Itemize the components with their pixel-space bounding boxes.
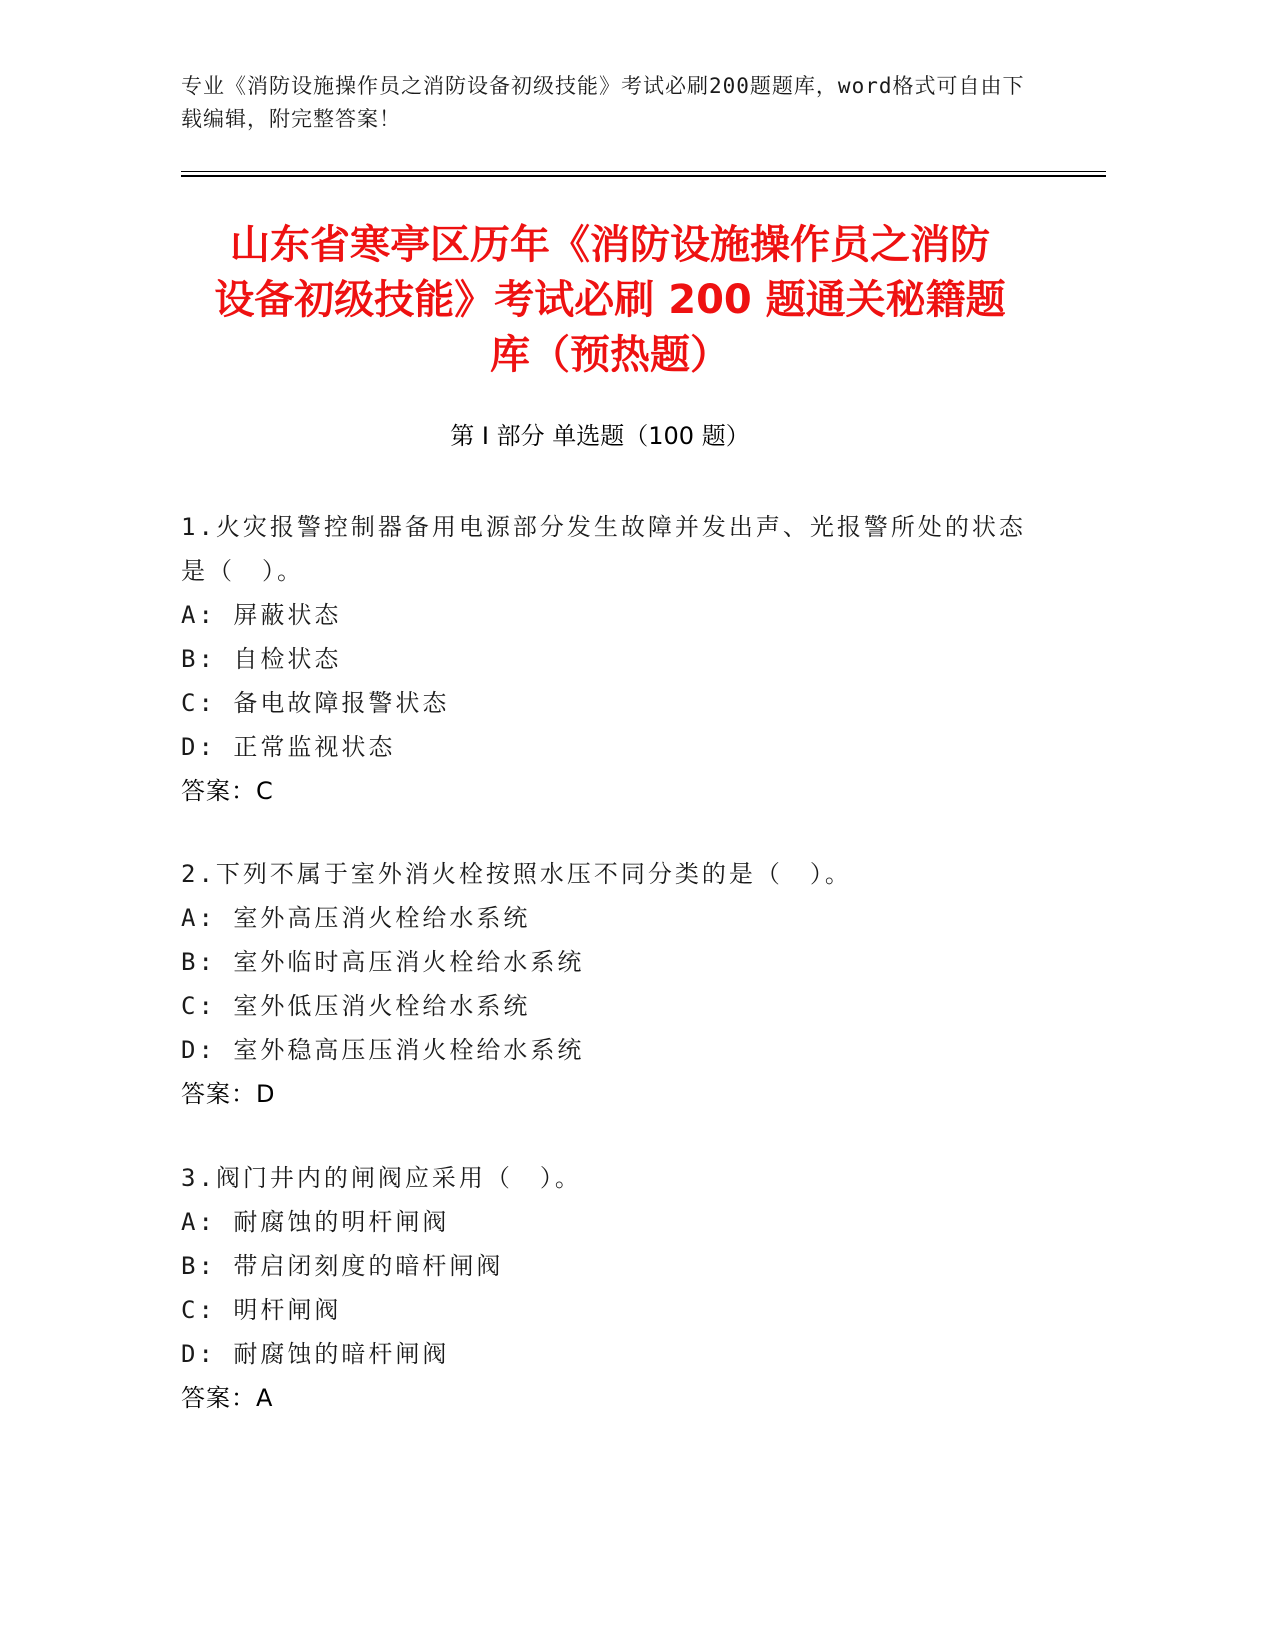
header-divider-thick [181, 175, 1106, 177]
option-c: C: 备电故障报警状态 [181, 689, 450, 717]
option-d: D: 室外稳高压压消火栓给水系统 [181, 1036, 585, 1064]
option-d: D: 耐腐蚀的暗杆闸阀 [181, 1340, 450, 1368]
option-b: B: 室外临时高压消火栓给水系统 [181, 948, 585, 976]
answer: 答案：A [181, 1384, 274, 1412]
option-a: A: 耐腐蚀的明杆闸阀 [181, 1208, 450, 1236]
section-title: 第 I 部分 单选题（100 题） [450, 422, 750, 450]
question-stem: 2.下列不属于室外消火栓按照水压不同分类的是（ ）。 [181, 860, 852, 888]
option-c: C: 室外低压消火栓给水系统 [181, 992, 531, 1020]
option-a: A: 室外高压消火栓给水系统 [181, 904, 531, 932]
question-stem: 1.火灾报警控制器备用电源部分发生故障并发出声、光报警所处的状态是（ ）。 [181, 513, 1026, 585]
question-item [181, 852, 1041, 1116]
option-b: B: 自检状态 [181, 645, 342, 673]
header-divider-thin [181, 171, 1106, 172]
question-item [181, 505, 1041, 813]
answer: 答案：D [181, 1080, 276, 1108]
question-stem: 3.阀门井内的闸阀应采用（ ）。 [181, 1164, 582, 1192]
option-a: A: 屏蔽状态 [181, 601, 342, 629]
document-title-line-3: 库（预热题） [490, 332, 730, 378]
answer: 答案：C [181, 777, 274, 805]
document-title-line-2: 设备初级技能》考试必刷 200 题通关秘籍题 [214, 277, 1006, 323]
header-note: 专业《消防设施操作员之消防设备初级技能》考试必刷200题题库，word格式可自由下载编辑，附完整答案！ [181, 74, 1025, 131]
document-title [160, 218, 1060, 383]
question-item [181, 1156, 1041, 1420]
option-d: D: 正常监视状态 [181, 733, 396, 761]
option-c: C: 明杆闸阀 [181, 1296, 342, 1324]
document-title-line-1: 山东省寒亭区历年《消防设施操作员之消防 [230, 222, 990, 268]
option-b: B: 带启闭刻度的暗杆闸阀 [181, 1252, 504, 1280]
